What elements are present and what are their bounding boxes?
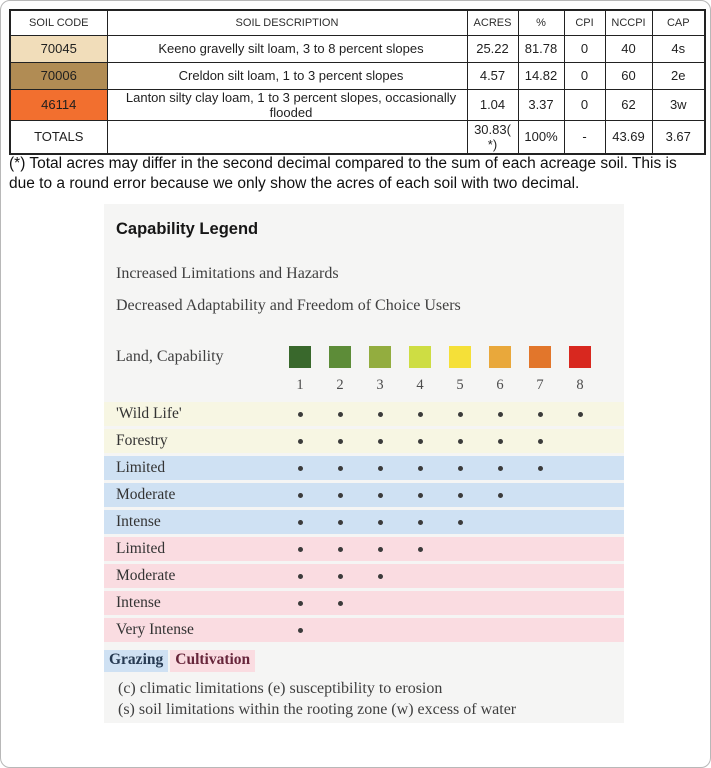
capability-dot	[418, 547, 423, 552]
capability-swatch-5	[449, 346, 471, 368]
group-tags	[104, 650, 624, 672]
dot-cell	[280, 574, 320, 579]
capability-row-label: Forestry	[116, 432, 168, 449]
swatch-cell	[440, 346, 480, 368]
acres-cell: 1.04	[467, 89, 518, 120]
dot-cell	[360, 466, 400, 471]
legend-line-decreased: Decreased Adaptability and Freedom of Choice Users	[116, 297, 461, 314]
dot-cell	[440, 439, 480, 444]
capability-row	[104, 456, 624, 480]
totals-percent-cell: 100%	[518, 120, 564, 154]
capability-dot	[418, 466, 423, 471]
dot-cell	[320, 493, 360, 498]
capability-dot	[458, 520, 463, 525]
dot-cell	[280, 412, 320, 417]
soil-code-cell: 46114	[10, 89, 107, 120]
capability-swatch-4	[409, 346, 431, 368]
cpi-cell: 0	[564, 62, 605, 89]
capability-dot	[498, 439, 503, 444]
table-row	[10, 62, 705, 89]
capability-dot	[418, 493, 423, 498]
capability-dot	[378, 574, 383, 579]
dot-cell	[520, 466, 560, 471]
totals-description-cell	[107, 120, 467, 154]
capability-row	[104, 564, 624, 588]
dot-cell	[400, 466, 440, 471]
capability-swatch-2	[329, 346, 351, 368]
capability-row	[104, 537, 624, 561]
capability-row	[104, 510, 624, 534]
capability-dot	[298, 628, 303, 633]
totals-cpi-cell: -	[564, 120, 605, 154]
column-header-cpi: CPI	[564, 10, 605, 35]
soil-code-cell: 70006	[10, 62, 107, 89]
soil-description-cell: Creldon silt loam, 1 to 3 percent slopes	[107, 62, 467, 89]
soil-table-header	[10, 10, 705, 35]
capability-dot	[378, 466, 383, 471]
cap-cell: 4s	[652, 35, 705, 62]
dot-cell	[320, 466, 360, 471]
column-header-acres: ACRES	[467, 10, 518, 35]
soil-table-header-row	[10, 10, 705, 35]
capability-row	[104, 618, 624, 642]
capability-dot	[338, 574, 343, 579]
dot-cell	[320, 574, 360, 579]
capability-dot	[418, 412, 423, 417]
dot-cell	[400, 439, 440, 444]
capability-dot	[458, 439, 463, 444]
capability-dot	[298, 439, 303, 444]
dot-cell	[520, 412, 560, 417]
dot-cell	[280, 601, 320, 606]
capability-dot	[378, 493, 383, 498]
capability-notes	[118, 678, 624, 720]
capability-dot	[498, 466, 503, 471]
column-header-soil-description: SOIL DESCRIPTION	[107, 10, 467, 35]
acres-footnote: (*) Total acres may differ in the second decimal compared to the sum of each acreage soil. This is due to a round error because we only show the acres of each soil with two decimal.	[9, 155, 677, 192]
soil-description-cell: Keeno gravelly silt loam, 3 to 8 percent slopes	[107, 35, 467, 62]
acres-cell: 4.57	[467, 62, 518, 89]
class-number-7: 7	[536, 376, 544, 393]
capability-row	[104, 402, 624, 426]
dot-cell	[440, 412, 480, 417]
capability-dot	[498, 412, 503, 417]
dot-cell	[320, 439, 360, 444]
totals-cap-cell: 3.67	[652, 120, 705, 154]
swatch-cell	[560, 346, 600, 368]
dot-cell	[440, 520, 480, 525]
dot-cell	[280, 547, 320, 552]
dot-cell	[480, 412, 520, 417]
totals-row	[10, 120, 705, 154]
capability-swatch-6	[489, 346, 511, 368]
class-number-2: 2	[336, 376, 344, 393]
capability-dot	[298, 520, 303, 525]
dot-cell	[360, 547, 400, 552]
capability-dot	[298, 466, 303, 471]
capability-dot	[298, 574, 303, 579]
dot-cell	[400, 547, 440, 552]
totals-nccpi-cell: 43.69	[605, 120, 652, 154]
capability-row-label: Intense	[116, 594, 161, 611]
nccpi-cell: 60	[605, 62, 652, 89]
swatch-cell	[360, 346, 400, 368]
column-header--: %	[518, 10, 564, 35]
capability-row	[104, 429, 624, 453]
capability-dot	[338, 547, 343, 552]
capability-dot	[338, 520, 343, 525]
soil-table-body	[10, 35, 705, 154]
capability-swatch-7	[529, 346, 551, 368]
dot-cell	[400, 412, 440, 417]
dot-cell	[320, 412, 360, 417]
soil-description-cell: Lanton silty clay loam, 1 to 3 percent slopes, occasionally flooded	[107, 89, 467, 120]
legend-line-increased: Increased Limitations and Hazards	[116, 265, 339, 282]
capability-dot	[298, 601, 303, 606]
capability-dot	[378, 547, 383, 552]
swatch-cell	[520, 346, 560, 368]
capability-row	[104, 483, 624, 507]
capability-dot	[338, 412, 343, 417]
soil-code-cell: 70045	[10, 35, 107, 62]
capability-dot	[378, 520, 383, 525]
cpi-cell: 0	[564, 35, 605, 62]
percent-cell: 14.82	[518, 62, 564, 89]
dot-cell	[480, 466, 520, 471]
dot-cell	[440, 493, 480, 498]
capability-dot	[378, 439, 383, 444]
dot-cell	[280, 493, 320, 498]
capability-legend-panel	[104, 204, 624, 723]
group-tag-grazing: Grazing	[104, 650, 168, 672]
percent-cell: 81.78	[518, 35, 564, 62]
capability-dot	[418, 439, 423, 444]
capability-dot	[338, 466, 343, 471]
capability-dot	[458, 412, 463, 417]
column-header-cap: CAP	[652, 10, 705, 35]
nccpi-cell: 62	[605, 89, 652, 120]
capability-matrix	[104, 402, 624, 642]
dot-cell	[320, 601, 360, 606]
capability-class-numbers	[280, 376, 624, 394]
capability-row-label: 'Wild Life'	[116, 405, 182, 422]
capability-dot	[538, 439, 543, 444]
capability-dot	[378, 412, 383, 417]
class-number-4: 4	[416, 376, 424, 393]
dot-cell	[560, 412, 600, 417]
land-capability-label: Land, Capability	[116, 348, 224, 365]
dot-cell	[400, 493, 440, 498]
cpi-cell: 0	[564, 89, 605, 120]
capability-dot	[418, 520, 423, 525]
column-header-soil-code: SOIL CODE	[10, 10, 107, 35]
dot-cell	[480, 439, 520, 444]
capability-swatch-3	[369, 346, 391, 368]
capability-dot	[298, 547, 303, 552]
legend-title: Capability Legend	[116, 220, 259, 238]
capability-row-label: Moderate	[116, 486, 176, 503]
dot-cell	[280, 628, 320, 633]
capability-row-label: Moderate	[116, 567, 176, 584]
class-number-5: 5	[456, 376, 464, 393]
capability-dot	[338, 493, 343, 498]
capability-row-label: Very Intense	[116, 621, 194, 638]
capability-dot	[298, 412, 303, 417]
cap-cell: 2e	[652, 62, 705, 89]
column-header-nccpi: NCCPI	[605, 10, 652, 35]
class-number-6: 6	[496, 376, 504, 393]
capability-dot	[298, 493, 303, 498]
capability-row-label: Intense	[116, 513, 161, 530]
swatch-cell	[400, 346, 440, 368]
dot-cell	[480, 493, 520, 498]
acres-cell: 25.22	[467, 35, 518, 62]
capability-row-label: Limited	[116, 459, 166, 476]
swatch-cell	[480, 346, 520, 368]
dot-cell	[520, 439, 560, 444]
class-number-3: 3	[376, 376, 384, 393]
soil-table	[9, 9, 706, 155]
cap-cell: 3w	[652, 89, 705, 120]
dot-cell	[280, 466, 320, 471]
capability-note: (c) climatic limitations (e) susceptibility to erosion	[118, 680, 443, 697]
table-row	[10, 35, 705, 62]
dot-cell	[360, 520, 400, 525]
class-number-8: 8	[576, 376, 584, 393]
capability-dot	[458, 466, 463, 471]
dot-cell	[400, 520, 440, 525]
capability-dot	[578, 412, 583, 417]
class-number-1: 1	[296, 376, 304, 393]
table-row	[10, 89, 705, 120]
dot-cell	[360, 412, 400, 417]
dot-cell	[360, 574, 400, 579]
capability-note: (s) soil limitations within the rooting zone (w) excess of water	[118, 701, 517, 718]
totals-label-cell: TOTALS	[10, 120, 107, 154]
capability-color-scale	[280, 346, 600, 368]
capability-dot	[458, 493, 463, 498]
totals-acres-cell: 30.83( *)	[467, 120, 518, 154]
capability-row-label: Limited	[116, 540, 166, 557]
dot-cell	[320, 547, 360, 552]
swatch-cell	[320, 346, 360, 368]
dot-cell	[360, 439, 400, 444]
capability-dot	[338, 601, 343, 606]
dot-cell	[440, 466, 480, 471]
capability-dot	[338, 439, 343, 444]
group-tag-cultivation: Cultivation	[170, 650, 255, 672]
dot-cell	[320, 520, 360, 525]
dot-cell	[360, 493, 400, 498]
dot-cell	[280, 439, 320, 444]
capability-swatch-1	[289, 346, 311, 368]
percent-cell: 3.37	[518, 89, 564, 120]
land-capability-row	[104, 345, 624, 369]
capability-swatch-8	[569, 346, 591, 368]
swatch-cell	[280, 346, 320, 368]
nccpi-cell: 40	[605, 35, 652, 62]
capability-dot	[538, 412, 543, 417]
capability-dot	[538, 466, 543, 471]
capability-dot	[498, 493, 503, 498]
capability-row	[104, 591, 624, 615]
dot-cell	[280, 520, 320, 525]
